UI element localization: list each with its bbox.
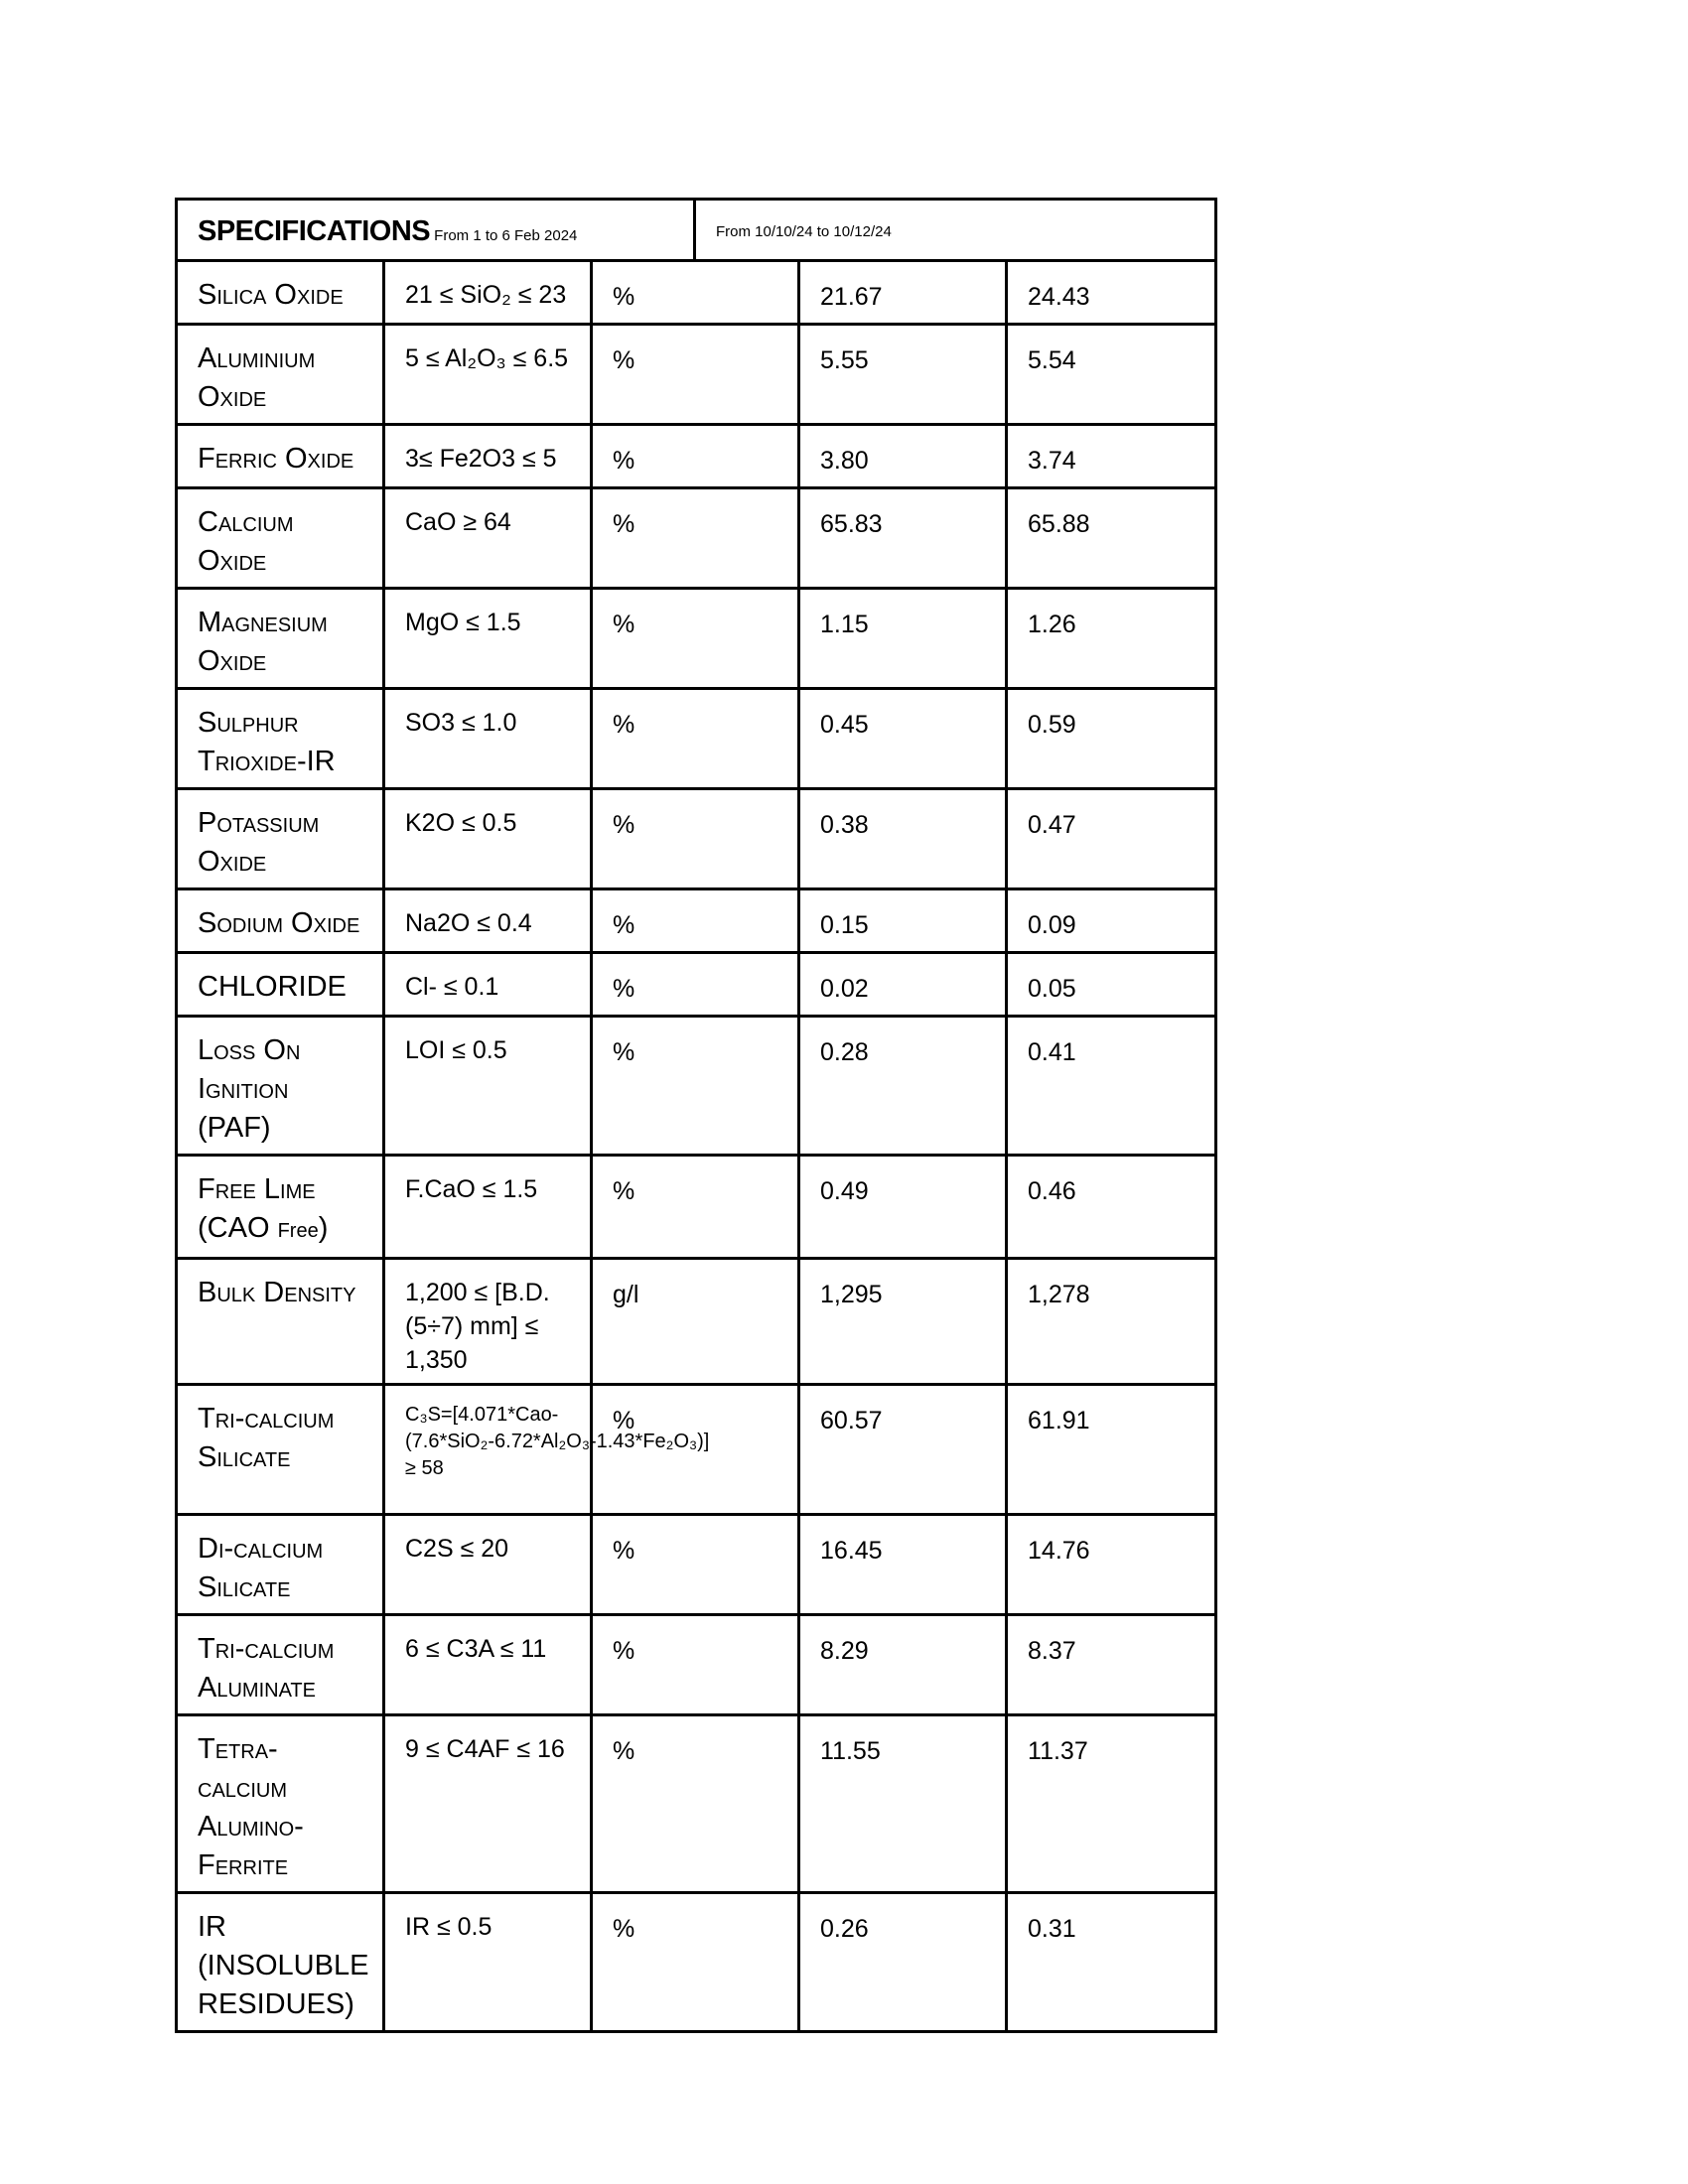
table-subtitle: From 1 to 6 Feb 2024 <box>434 227 578 244</box>
row-spec: SO3 ≤ 1.0 <box>384 689 592 789</box>
table-row <box>177 1156 1216 1259</box>
row-name: Ferric Oxide <box>177 425 384 488</box>
row-value-2: 3.74 <box>1007 425 1216 488</box>
table-row <box>177 789 1216 889</box>
row-spec: 5 ≤ Al₂O₃ ≤ 6.5 <box>384 325 592 425</box>
row-unit: % <box>592 589 799 689</box>
row-spec: C2S ≤ 20 <box>384 1515 592 1615</box>
row-value-2: 8.37 <box>1007 1615 1216 1715</box>
table-row <box>177 261 1216 325</box>
row-value-2: 14.76 <box>1007 1515 1216 1615</box>
row-value-2: 0.05 <box>1007 953 1216 1017</box>
specifications-table <box>175 198 1217 2033</box>
row-value-2: 65.88 <box>1007 488 1216 589</box>
row-name: Loss On Ignition (PAF) <box>177 1017 384 1156</box>
row-spec: 21 ≤ SiO₂ ≤ 23 <box>384 261 592 325</box>
row-name: Calcium Oxide <box>177 488 384 589</box>
row-name-tail: ) <box>318 1212 329 1244</box>
row-name: Tri-calcium Aluminate <box>177 1615 384 1715</box>
table-row <box>177 488 1216 589</box>
row-value-2: 61.91 <box>1007 1385 1216 1515</box>
row-value-1: 3.80 <box>799 425 1007 488</box>
row-unit: % <box>592 1715 799 1893</box>
row-unit: % <box>592 488 799 589</box>
row-value-1: 0.45 <box>799 689 1007 789</box>
row-value-1: 21.67 <box>799 261 1007 325</box>
row-name: Silica Oxide <box>177 261 384 325</box>
row-unit: % <box>592 1515 799 1615</box>
row-value-1: 5.55 <box>799 325 1007 425</box>
table-row <box>177 425 1216 488</box>
row-spec: K2O ≤ 0.5 <box>384 789 592 889</box>
row-name: Bulk Density <box>177 1259 384 1385</box>
table-row <box>177 1515 1216 1615</box>
table-row <box>177 1893 1216 2032</box>
row-spec: F.CaO ≤ 1.5 <box>384 1156 592 1259</box>
row-spec: Na2O ≤ 0.4 <box>384 889 592 953</box>
table-row <box>177 325 1216 425</box>
row-unit: % <box>592 425 799 488</box>
row-unit: % <box>592 953 799 1017</box>
table-row <box>177 689 1216 789</box>
row-value-1: 1,295 <box>799 1259 1007 1385</box>
row-name: Potassium Oxide <box>177 789 384 889</box>
row-name: CHLORIDE <box>177 953 384 1017</box>
table-row <box>177 589 1216 689</box>
row-value-2: 0.31 <box>1007 1893 1216 2032</box>
row-value-1: 8.29 <box>799 1615 1007 1715</box>
table-row <box>177 1715 1216 1893</box>
table-row <box>177 1017 1216 1156</box>
row-value-2: 0.46 <box>1007 1156 1216 1259</box>
row-value-1: 0.28 <box>799 1017 1007 1156</box>
row-value-1: 0.26 <box>799 1893 1007 2032</box>
row-value-1: 60.57 <box>799 1385 1007 1515</box>
row-spec: IR ≤ 0.5 <box>384 1893 592 2032</box>
row-name: Di-calcium Silicate <box>177 1515 384 1615</box>
header-title-cell <box>177 200 695 261</box>
row-name: Aluminium Oxide <box>177 325 384 425</box>
row-unit: % <box>592 1156 799 1259</box>
row-value-1: 0.49 <box>799 1156 1007 1259</box>
row-value-1: 16.45 <box>799 1515 1007 1615</box>
table-row <box>177 889 1216 953</box>
row-spec: 3≤ Fe2O3 ≤ 5 <box>384 425 592 488</box>
row-name: Magnesium Oxide <box>177 589 384 689</box>
table-row <box>177 1615 1216 1715</box>
header-row <box>177 200 1216 261</box>
table-row <box>177 1385 1216 1515</box>
row-name: IR (INSOLUBLE RESIDUES) <box>177 1893 384 2032</box>
row-name: Tetra-calcium Alumino-Ferrite <box>177 1715 384 1893</box>
row-name: Tri-calcium Silicate <box>177 1385 384 1515</box>
table-row <box>177 1259 1216 1385</box>
row-value-2: 11.37 <box>1007 1715 1216 1893</box>
row-unit: % <box>592 1017 799 1156</box>
row-name-cell <box>177 1156 384 1259</box>
row-value-2: 1,278 <box>1007 1259 1216 1385</box>
header-period2-cell <box>695 200 1216 261</box>
row-name: Free Lime (CAO <box>198 1173 316 1244</box>
row-spec: Cl- ≤ 0.1 <box>384 953 592 1017</box>
row-spec: 1,200 ≤ [B.D. (5÷7) mm] ≤ 1,350 <box>384 1259 592 1385</box>
row-unit: % <box>592 889 799 953</box>
row-value-1: 1.15 <box>799 589 1007 689</box>
row-name: Sodium Oxide <box>177 889 384 953</box>
row-unit: % <box>592 1615 799 1715</box>
row-spec: 9 ≤ C4AF ≤ 16 <box>384 1715 592 1893</box>
row-value-1: 0.02 <box>799 953 1007 1017</box>
row-value-1: 11.55 <box>799 1715 1007 1893</box>
row-spec: 6 ≤ C3A ≤ 11 <box>384 1615 592 1715</box>
row-spec: LOI ≤ 0.5 <box>384 1017 592 1156</box>
row-unit: g/l <box>592 1259 799 1385</box>
row-value-1: 65.83 <box>799 488 1007 589</box>
row-unit: % <box>592 325 799 425</box>
row-unit: % <box>592 1385 799 1515</box>
row-value-1: 0.38 <box>799 789 1007 889</box>
table-row <box>177 953 1216 1017</box>
row-value-2: 0.09 <box>1007 889 1216 953</box>
table-title: SPECIFICATIONS <box>198 215 431 247</box>
row-spec: MgO ≤ 1.5 <box>384 589 592 689</box>
period2-label: From 10/10/24 to 10/12/24 <box>716 223 892 240</box>
row-unit: % <box>592 689 799 789</box>
row-value-2: 0.41 <box>1007 1017 1216 1156</box>
row-unit: % <box>592 1893 799 2032</box>
row-value-2: 0.59 <box>1007 689 1216 789</box>
row-value-2: 1.26 <box>1007 589 1216 689</box>
row-unit: % <box>592 261 799 325</box>
row-value-2: 24.43 <box>1007 261 1216 325</box>
row-spec: CaO ≥ 64 <box>384 488 592 589</box>
row-value-1: 0.15 <box>799 889 1007 953</box>
row-value-2: 5.54 <box>1007 325 1216 425</box>
row-name: Sulphur Trioxide-IR <box>177 689 384 789</box>
row-unit: % <box>592 789 799 889</box>
row-spec: C₃S=[4.071*Cao-(7.6*SiO₂-6.72*Al₂O₃-1.43*Fe₂O₃)] ≥ 58 <box>384 1385 592 1515</box>
row-value-2: 0.47 <box>1007 789 1216 889</box>
specifications-sheet <box>175 198 1214 2033</box>
row-name-small: Free <box>277 1220 319 1242</box>
